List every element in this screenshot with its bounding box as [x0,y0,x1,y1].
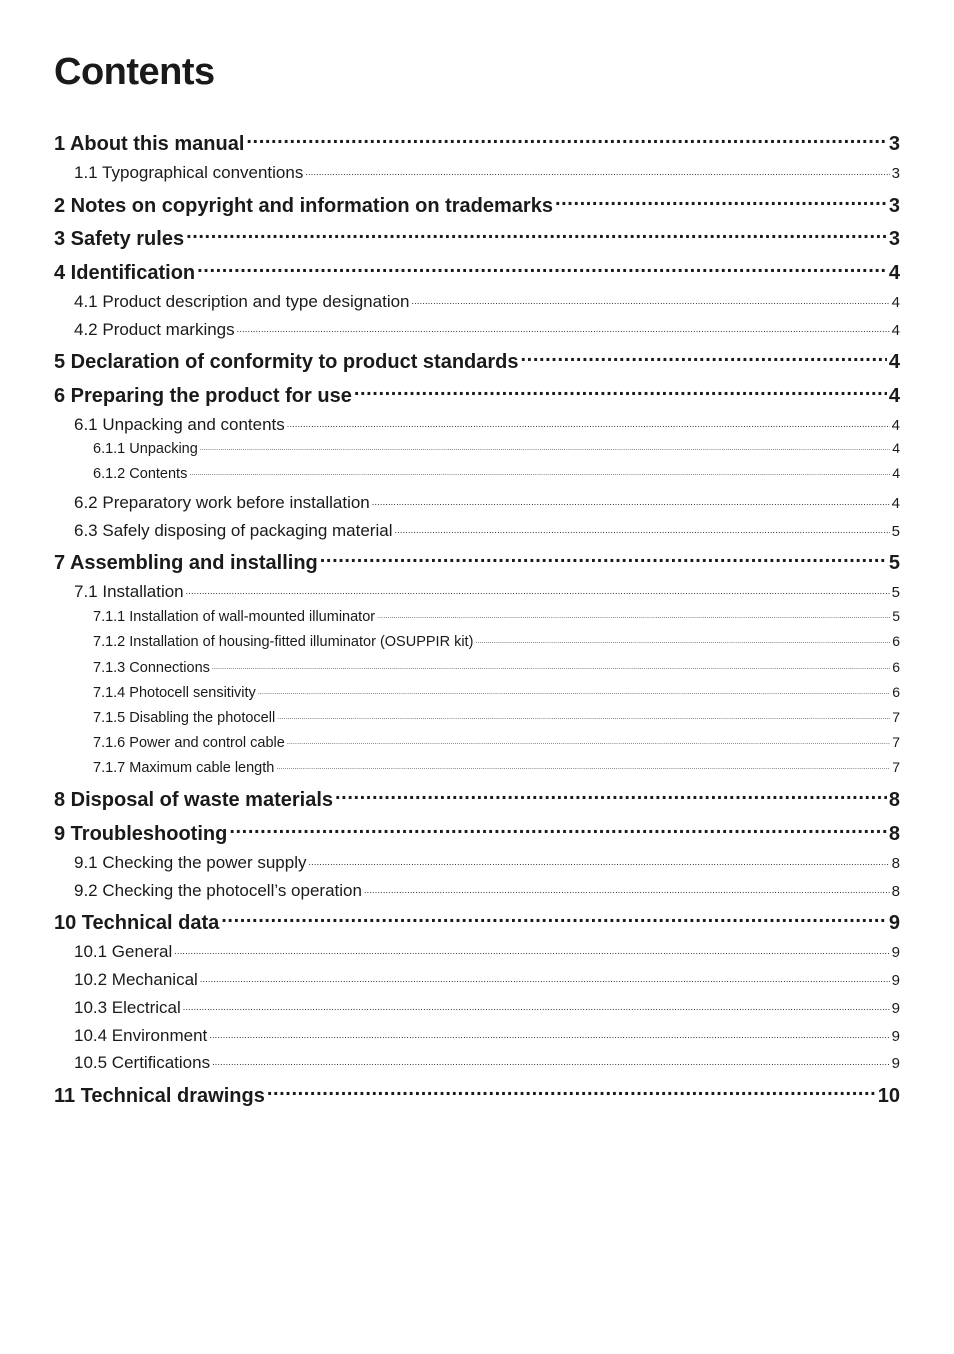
toc-entry-level-1[interactable] [54,219,900,250]
toc-page-number: 8 [891,883,900,900]
toc-entry-level-2[interactable] [54,935,900,961]
toc-entry-level-1[interactable] [54,1076,900,1107]
page-title: Contents [54,51,215,93]
toc-entry-level-2[interactable] [54,991,900,1017]
toc-entry-level-2[interactable] [54,313,900,339]
dot-leader [287,408,890,430]
toc-page-number: 3 [888,195,900,217]
toc-entry-level-3[interactable] [54,626,900,650]
toc-page-number: 3 [888,228,900,250]
toc-page-number: 6 [892,659,900,675]
toc-entry-level-1[interactable] [54,814,900,845]
toc-entry-level-2[interactable] [54,514,900,540]
toc-entry-label: 7.1.6 Power and control cable [93,735,285,751]
toc-entry-label: 6.1 Unpacking and contents [74,415,285,434]
toc-entry-label: 7.1.2 Installation of housing-fitted illuminator (OSUPPIR kit) [93,634,474,650]
toc-entry-level-2[interactable] [54,575,900,601]
toc-entry-level-1[interactable] [54,376,900,407]
dot-leader [521,342,887,368]
dot-leader [237,313,890,335]
toc-entry-label: 6.1.2 Contents [93,466,188,482]
dot-leader [277,702,890,722]
dot-leader [186,219,887,245]
toc-page-number: 4 [888,351,900,373]
toc-page-number: 3 [888,133,900,155]
toc-entry-label: 7.1 Installation [74,582,184,601]
toc-page-number: 7 [892,734,900,750]
toc-page-number: 7 [892,759,900,775]
toc-entry-level-3[interactable] [54,677,900,701]
dot-leader [212,652,890,672]
toc-entry-label: 10.4 Environment [74,1026,208,1045]
toc-entry-label: 3 Safety rules [54,228,185,250]
toc-entry-label: 2 Notes on copyright and information on trademarks [54,195,553,217]
toc-entry-level-3[interactable] [54,752,900,776]
toc-page-number: 4 [892,440,900,456]
toc-entry-label: 6.3 Safely disposing of packaging material [74,521,393,540]
toc-page-number: 9 [891,1055,900,1072]
toc-entry-label: 6.1.1 Unpacking [93,441,198,457]
toc-entry-level-1[interactable] [54,903,900,934]
dot-leader [475,626,890,646]
dot-leader [287,727,890,747]
toc-page-number: 3 [891,165,900,182]
toc-page-number: 9 [891,944,900,961]
toc-entry-label: 9 Troubleshooting [54,823,228,845]
toc-entry-level-1[interactable] [54,186,900,217]
dot-leader [183,991,890,1013]
dot-leader [555,186,887,212]
dot-leader [186,575,890,597]
toc-entry-label: 7.1.7 Maximum cable length [93,760,275,776]
dot-leader [212,1046,890,1068]
toc-page-number: 4 [891,495,900,512]
dot-leader [189,458,890,478]
toc-entry-level-2[interactable] [54,1046,900,1072]
dot-leader [200,963,890,985]
toc-page-number: 5 [888,552,900,574]
dot-leader [197,253,887,279]
toc-page-number: 6 [892,633,900,649]
toc-entry-label: 7.1.5 Disabling the photocell [93,710,276,726]
dot-leader [335,780,887,806]
toc-entry-level-3[interactable] [54,702,900,726]
dot-leader [377,601,890,621]
dot-leader [267,1076,876,1102]
toc-page-number: 4 [891,294,900,311]
toc-page-number: 10 [877,1085,900,1107]
toc-entry-label: 7.1.4 Photocell sensitivity [93,685,256,701]
dot-leader [276,752,890,772]
toc-page-number: 4 [888,385,900,407]
toc-entry-level-2[interactable] [54,963,900,989]
toc-entry-level-2[interactable] [54,408,900,434]
toc-entry-level-3[interactable] [54,727,900,751]
dot-leader [174,935,889,957]
toc-page-number: 4 [891,417,900,434]
toc-entry-level-2[interactable] [54,874,900,900]
toc-page-number: 8 [888,823,900,845]
toc-page-number: 5 [892,608,900,624]
toc-entry-label: 10.2 Mechanical [74,970,198,989]
dot-leader [246,124,886,150]
dot-leader [200,433,890,453]
dot-leader [305,156,889,178]
toc-entry-level-1[interactable] [54,780,900,811]
toc-page-number: 9 [891,972,900,989]
toc-page-number: 9 [891,1028,900,1045]
toc-entry-label: 6 Preparing the product for use [54,385,352,407]
toc-entry-label: 4.1 Product description and type designation [74,292,410,311]
toc-entry-label: 10.3 Electrical [74,998,181,1017]
toc-entry-level-1[interactable] [54,253,900,284]
toc-entry-level-3[interactable] [54,458,900,482]
toc-entry-label: 7 Assembling and installing [54,552,318,574]
toc-entry-level-1[interactable] [54,342,900,373]
toc-entry-level-3[interactable] [54,433,900,457]
dot-leader [209,1019,889,1041]
toc-page-number: 7 [892,709,900,725]
document-page [54,48,900,1107]
toc-page-number: 8 [891,855,900,872]
toc-entry-label: 10.1 General [74,942,173,961]
toc-page-number: 9 [891,1000,900,1017]
toc-entry-label: 5 Declaration of conformity to product standards [54,351,519,373]
toc-entry-level-1[interactable] [54,543,900,574]
dot-leader [320,543,887,569]
toc-entry-label: 9.2 Checking the photocell’s operation [74,881,362,900]
dot-leader [372,486,890,508]
toc-page-number: 4 [888,262,900,284]
toc-page-number: 8 [888,789,900,811]
toc-entry-label: 1 About this manual [54,133,245,155]
toc-entry-label: 4.2 Product markings [74,320,235,339]
toc-entry-label: 7.1.1 Installation of wall-mounted illuminator [93,609,376,625]
dot-leader [364,874,890,896]
toc-entry-label: 10 Technical data [54,912,220,934]
toc-entry-level-3[interactable] [54,652,900,676]
toc-entry-label: 11 Technical drawings [54,1085,265,1107]
toc-entry-level-3[interactable] [54,601,900,625]
toc-entry-level-1[interactable] [54,124,900,155]
dot-leader [221,903,887,929]
toc-page-number: 9 [888,912,900,934]
dot-leader [308,846,889,868]
toc-page-number: 5 [891,584,900,601]
toc-entry-label: 1.1 Typographical conventions [74,163,304,182]
toc-entry-level-2[interactable] [54,285,900,311]
toc-page-number: 4 [891,322,900,339]
toc-entry-level-2[interactable] [54,1019,900,1045]
toc-entry-label: 10.5 Certifications [74,1053,211,1072]
toc-page-number: 6 [892,684,900,700]
toc-entry-label: 6.2 Preparatory work before installation [74,493,370,512]
dot-leader [412,285,890,307]
toc-page-number: 4 [892,465,900,481]
dot-leader [394,514,889,536]
toc-page-number: 5 [891,523,900,540]
toc-entry-label: 7.1.3 Connections [93,660,210,676]
toc-entry-label: 9.1 Checking the power supply [74,853,307,872]
toc-entry-level-2[interactable] [54,156,900,182]
toc-entry-label: 4 Identification [54,262,196,284]
toc-entry-level-2[interactable] [54,846,900,872]
dot-leader [258,677,890,697]
toc-entry-level-2[interactable] [54,486,900,512]
toc-entry-label: 8 Disposal of waste materials [54,789,334,811]
dot-leader [354,376,887,402]
dot-leader [229,814,887,840]
